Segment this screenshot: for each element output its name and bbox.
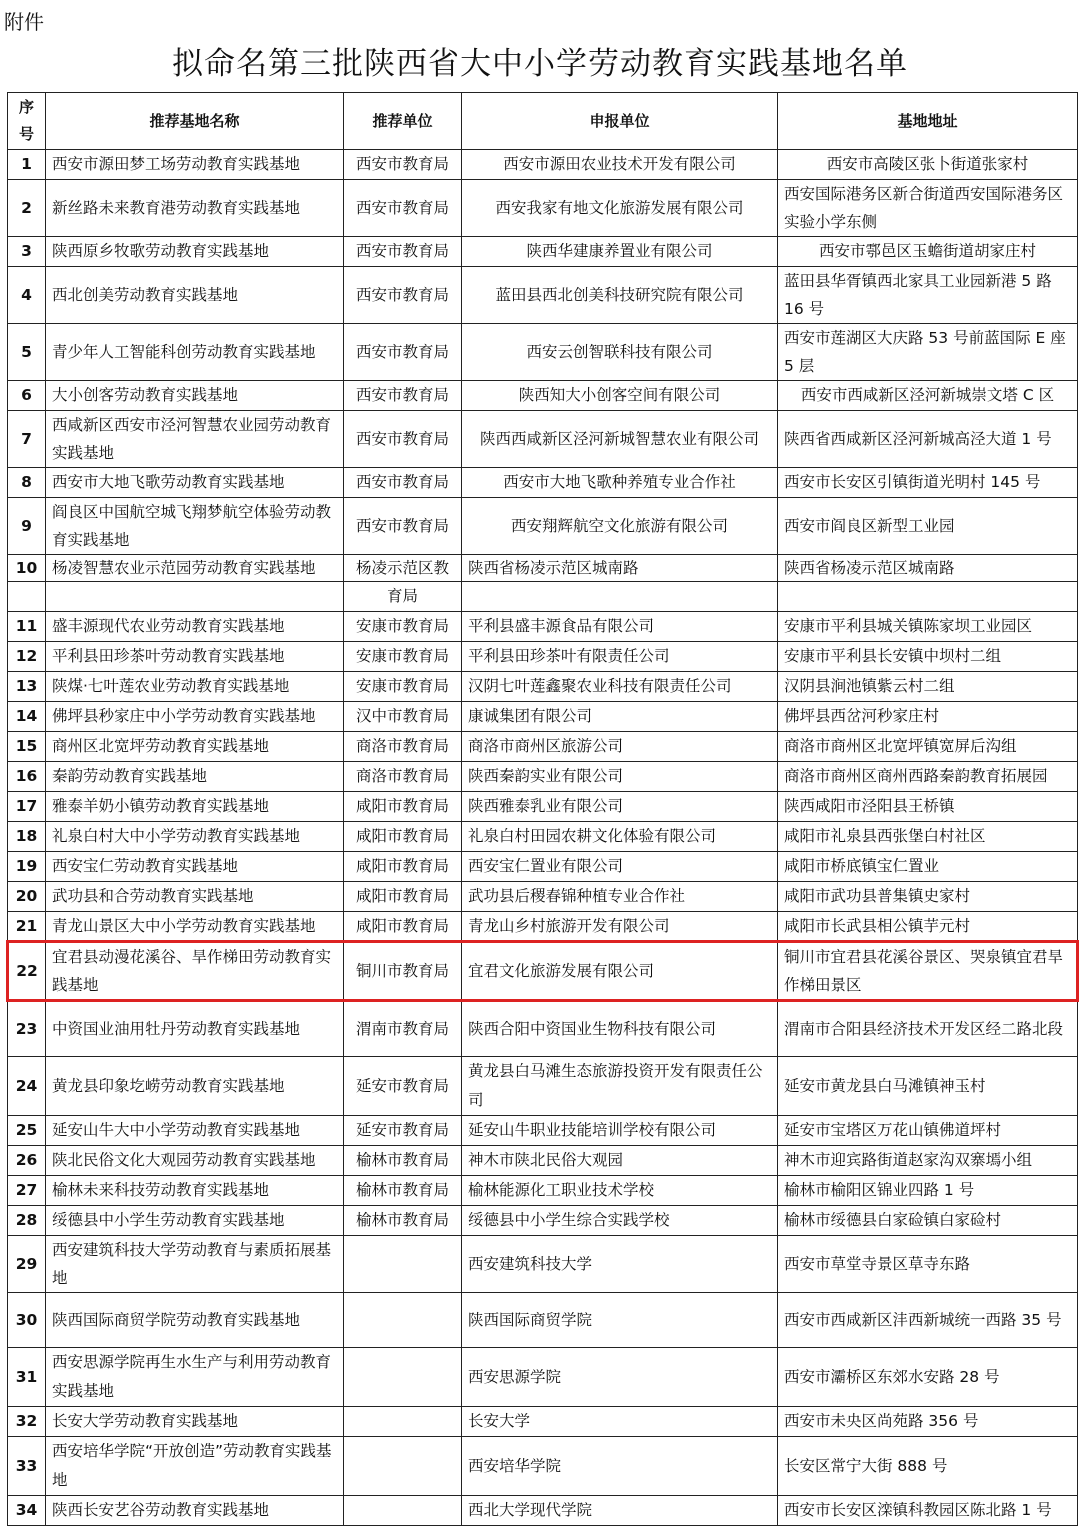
- cell-num: 30: [8, 1293, 46, 1348]
- cell-base-name: 西咸新区西安市泾河智慧农业园劳动教育实践基地: [46, 411, 344, 468]
- cell-num: 25: [8, 1116, 46, 1146]
- cell-base-name: 雅泰羊奶小镇劳动教育实践基地: [46, 792, 344, 822]
- cell-recommender: 西安市教育局: [344, 267, 462, 324]
- base-list-table: [6, 92, 1079, 1526]
- cell-recommender: 西安市教育局: [344, 324, 462, 381]
- cell-recommender: 咸阳市教育局: [344, 792, 462, 822]
- cell-address: 铜川市宜君县花溪谷景区、哭泉镇宜君旱作梯田景区: [778, 942, 1078, 1001]
- cell-applicant: 西安翔辉航空文化旅游有限公司: [462, 498, 778, 555]
- cell-address: 西安市长安区滦镇科教园区陈北路 1 号: [778, 1496, 1078, 1526]
- cell-address: 佛坪县西岔河秒家庄村: [778, 702, 1078, 732]
- cell-recommender: 咸阳市教育局: [344, 882, 462, 912]
- cell-recommender: 安康市教育局: [344, 612, 462, 642]
- cell-applicant: 陕西合阳中资国业生物科技有限公司: [462, 1001, 778, 1057]
- cell-recommender: 延安市教育局: [344, 1116, 462, 1146]
- cell-base-name: 杨凌智慧农业示范园劳动教育实践基地: [46, 555, 344, 582]
- cell-recommender: 西安市教育局: [344, 381, 462, 411]
- cell-recommender: 育局: [344, 582, 462, 612]
- cell-applicant: 陕西雅泰乳业有限公司: [462, 792, 778, 822]
- table-row: [8, 1437, 1078, 1496]
- cell-num: 4: [8, 267, 46, 324]
- cell-num: 34: [8, 1496, 46, 1526]
- header-name: 推荐基地名称: [46, 93, 344, 150]
- cell-address: 咸阳市长武县相公镇芋元村: [778, 912, 1078, 942]
- cell-base-name: 西安市源田梦工场劳动教育实践基地: [46, 150, 344, 180]
- cell-base-name: 西安培华学院“开放创造”劳动教育实践基地: [46, 1437, 344, 1496]
- cell-base-name: 平利县田珍茶叶劳动教育实践基地: [46, 642, 344, 672]
- table-row: [8, 1293, 1078, 1348]
- cell-recommender: 西安市教育局: [344, 498, 462, 555]
- cell-base-name: 延安山牛大中小学劳动教育实践基地: [46, 1116, 344, 1146]
- cell-recommender: 榆林市教育局: [344, 1206, 462, 1236]
- header-address: 基地地址: [778, 93, 1078, 150]
- cell-num: 16: [8, 762, 46, 792]
- cell-num: 13: [8, 672, 46, 702]
- cell-recommender: [344, 1236, 462, 1293]
- cell-recommender: [344, 1293, 462, 1348]
- table-row: [8, 612, 1078, 642]
- table-row: [8, 882, 1078, 912]
- cell-base-name: 盛丰源现代农业劳动教育实践基地: [46, 612, 344, 642]
- cell-num: 19: [8, 852, 46, 882]
- table-row: [8, 702, 1078, 732]
- cell-applicant: 商洛市商州区旅游公司: [462, 732, 778, 762]
- cell-address: 安康市平利县长安镇中坝村二组: [778, 642, 1078, 672]
- cell-recommender: 西安市教育局: [344, 150, 462, 180]
- cell-num: [8, 582, 46, 612]
- cell-address: 商洛市商州区北宽坪镇宽屏后沟组: [778, 732, 1078, 762]
- cell-num: 33: [8, 1437, 46, 1496]
- table-row: [8, 582, 1078, 612]
- cell-address: 西安市西咸新区泾河新城崇文塔 C 区: [778, 381, 1078, 411]
- header-applicant: 申报单位: [462, 93, 778, 150]
- table-row: [8, 237, 1078, 267]
- cell-address: 安康市平利县城关镇陈家坝工业园区: [778, 612, 1078, 642]
- cell-base-name: 阎良区中国航空城飞翔梦航空体验劳动教育实践基地: [46, 498, 344, 555]
- cell-recommender: 西安市教育局: [344, 237, 462, 267]
- cell-recommender: 渭南市教育局: [344, 1001, 462, 1057]
- cell-address: 西安市高陵区张卜街道张家村: [778, 150, 1078, 180]
- table-row: [8, 468, 1078, 498]
- header-num: 序号: [8, 93, 46, 150]
- cell-base-name: 宜君县动漫花溪谷、旱作梯田劳动教育实践基地: [46, 942, 344, 1001]
- cell-num: 27: [8, 1176, 46, 1206]
- cell-applicant: 陕西省杨凌示范区城南路: [462, 555, 778, 582]
- cell-base-name: 秦韵劳动教育实践基地: [46, 762, 344, 792]
- cell-num: 8: [8, 468, 46, 498]
- cell-recommender: [344, 1496, 462, 1526]
- cell-num: 20: [8, 882, 46, 912]
- cell-recommender: 咸阳市教育局: [344, 822, 462, 852]
- table-row: [8, 381, 1078, 411]
- table-header-row: [8, 93, 1078, 150]
- cell-num: 31: [8, 1348, 46, 1407]
- cell-base-name: 绥德县中小学生劳动教育实践基地: [46, 1206, 344, 1236]
- cell-base-name: 大小创客劳动教育实践基地: [46, 381, 344, 411]
- cell-applicant: 平利县田珍茶叶有限责任公司: [462, 642, 778, 672]
- table-row: [8, 732, 1078, 762]
- cell-base-name: 榆林未来科技劳动教育实践基地: [46, 1176, 344, 1206]
- cell-address: 渭南市合阳县经济技术开发区经二路北段: [778, 1001, 1078, 1057]
- table-row: [8, 1057, 1078, 1116]
- cell-base-name: 西安思源学院再生水生产与利用劳动教育实践基地: [46, 1348, 344, 1407]
- cell-applicant: 陕西知大小创客空间有限公司: [462, 381, 778, 411]
- cell-address: 西安市鄠邑区玉蟾街道胡家庄村: [778, 237, 1078, 267]
- table-row: [8, 1348, 1078, 1407]
- cell-applicant: 康诚集团有限公司: [462, 702, 778, 732]
- cell-recommender: [344, 1437, 462, 1496]
- cell-applicant: 汉阴七叶莲鑫聚农业科技有限责任公司: [462, 672, 778, 702]
- cell-address: 西安国际港务区新合街道西安国际港务区实验小学东侧: [778, 180, 1078, 237]
- table-row: [8, 324, 1078, 381]
- cell-num: 17: [8, 792, 46, 822]
- cell-address: 长安区常宁大街 888 号: [778, 1437, 1078, 1496]
- cell-base-name: 礼泉白村大中小学劳动教育实践基地: [46, 822, 344, 852]
- cell-base-name: 陕西长安艺谷劳动教育实践基地: [46, 1496, 344, 1526]
- cell-base-name: 陕北民俗文化大观园劳动教育实践基地: [46, 1146, 344, 1176]
- cell-applicant: 延安山牛职业技能培训学校有限公司: [462, 1116, 778, 1146]
- cell-recommender: 商洛市教育局: [344, 732, 462, 762]
- cell-recommender: 咸阳市教育局: [344, 912, 462, 942]
- cell-address: 西安市阎良区新型工业园: [778, 498, 1078, 555]
- cell-num: 9: [8, 498, 46, 555]
- cell-address: 神木市迎宾路街道赵家沟双寨墕小组: [778, 1146, 1078, 1176]
- cell-base-name: 商州区北宽坪劳动教育实践基地: [46, 732, 344, 762]
- table-row: [8, 852, 1078, 882]
- cell-recommender: 安康市教育局: [344, 642, 462, 672]
- cell-applicant: 黄龙县白马滩生态旅游投资开发有限责任公司: [462, 1057, 778, 1116]
- table-row: [8, 1407, 1078, 1437]
- cell-applicant: [462, 582, 778, 612]
- cell-base-name: 武功县和合劳动教育实践基地: [46, 882, 344, 912]
- table-row: [8, 822, 1078, 852]
- cell-address: 榆林市榆阳区锦业四路 1 号: [778, 1176, 1078, 1206]
- cell-num: 7: [8, 411, 46, 468]
- cell-applicant: 礼泉白村田园农耕文化体验有限公司: [462, 822, 778, 852]
- cell-base-name: 陕西国际商贸学院劳动教育实践基地: [46, 1293, 344, 1348]
- cell-recommender: 商洛市教育局: [344, 762, 462, 792]
- table-row: [8, 1001, 1078, 1057]
- cell-base-name: 中资国业油用牡丹劳动教育实践基地: [46, 1001, 344, 1057]
- cell-recommender: 汉中市教育局: [344, 702, 462, 732]
- cell-num: 2: [8, 180, 46, 237]
- cell-address: 榆林市绥德县白家硷镇白家硷村: [778, 1206, 1078, 1236]
- table-row: [8, 942, 1078, 1001]
- cell-recommender: [344, 1407, 462, 1437]
- cell-recommender: 西安市教育局: [344, 180, 462, 237]
- cell-address: 咸阳市武功县普集镇史家村: [778, 882, 1078, 912]
- cell-applicant: 西安思源学院: [462, 1348, 778, 1407]
- cell-base-name: 西北创美劳动教育实践基地: [46, 267, 344, 324]
- cell-address: 汉阴县涧池镇紫云村二组: [778, 672, 1078, 702]
- cell-num: 18: [8, 822, 46, 852]
- attachment-label: 附件: [4, 10, 44, 34]
- table-row: [8, 1176, 1078, 1206]
- cell-base-name: [46, 582, 344, 612]
- cell-base-name: 新丝路未来教育港劳动教育实践基地: [46, 180, 344, 237]
- cell-applicant: 西安培华学院: [462, 1437, 778, 1496]
- table-row: [8, 642, 1078, 672]
- table-row: [8, 762, 1078, 792]
- cell-recommender: 西安市教育局: [344, 468, 462, 498]
- cell-base-name: 黄龙县印象圪崂劳动教育实践基地: [46, 1057, 344, 1116]
- cell-applicant: 神木市陕北民俗大观园: [462, 1146, 778, 1176]
- cell-num: 22: [8, 942, 46, 1001]
- cell-num: 15: [8, 732, 46, 762]
- cell-address: 陕西省西咸新区泾河新城高泾大道 1 号: [778, 411, 1078, 468]
- cell-base-name: 长安大学劳动教育实践基地: [46, 1407, 344, 1437]
- cell-num: 29: [8, 1236, 46, 1293]
- cell-num: 26: [8, 1146, 46, 1176]
- table-row: [8, 1206, 1078, 1236]
- cell-applicant: 西安云创智联科技有限公司: [462, 324, 778, 381]
- cell-base-name: 西安建筑科技大学劳动教育与素质拓展基地: [46, 1236, 344, 1293]
- cell-applicant: 绥德县中小学生综合实践学校: [462, 1206, 778, 1236]
- cell-num: 23: [8, 1001, 46, 1057]
- cell-base-name: 陕西原乡牧歌劳动教育实践基地: [46, 237, 344, 267]
- cell-num: 5: [8, 324, 46, 381]
- cell-num: 12: [8, 642, 46, 672]
- cell-num: 21: [8, 912, 46, 942]
- cell-applicant: 西安我家有地文化旅游发展有限公司: [462, 180, 778, 237]
- cell-address: 西安市未央区尚苑路 356 号: [778, 1407, 1078, 1437]
- cell-applicant: 武功县后稷春锦种植专业合作社: [462, 882, 778, 912]
- cell-address: 延安市黄龙县白马滩镇神玉村: [778, 1057, 1078, 1116]
- cell-applicant: 西北大学现代学院: [462, 1496, 778, 1526]
- cell-applicant: 长安大学: [462, 1407, 778, 1437]
- cell-address: 西安市西咸新区沣西新城统一西路 35 号: [778, 1293, 1078, 1348]
- cell-applicant: 陕西西咸新区泾河新城智慧农业有限公司: [462, 411, 778, 468]
- cell-address: 陕西省杨凌示范区城南路: [778, 555, 1078, 582]
- cell-base-name: 陕煤·七叶莲农业劳动教育实践基地: [46, 672, 344, 702]
- table-row: [8, 411, 1078, 468]
- cell-applicant: 榆林能源化工职业技术学校: [462, 1176, 778, 1206]
- cell-recommender: 咸阳市教育局: [344, 852, 462, 882]
- cell-recommender: 杨凌示范区教: [344, 555, 462, 582]
- cell-applicant: 陕西国际商贸学院: [462, 1293, 778, 1348]
- cell-address: 咸阳市桥底镇宝仁置业: [778, 852, 1078, 882]
- cell-address: 西安市长安区引镇街道光明村 145 号: [778, 468, 1078, 498]
- cell-applicant: 陕西华建康养置业有限公司: [462, 237, 778, 267]
- cell-num: 11: [8, 612, 46, 642]
- table-row: [8, 555, 1078, 582]
- header-recommender: 推荐单位: [344, 93, 462, 150]
- cell-applicant: 西安宝仁置业有限公司: [462, 852, 778, 882]
- cell-num: 24: [8, 1057, 46, 1116]
- table-row: [8, 180, 1078, 237]
- cell-applicant: 蓝田县西北创美科技研究院有限公司: [462, 267, 778, 324]
- table-row: [8, 672, 1078, 702]
- cell-base-name: 青龙山景区大中小学劳动教育实践基地: [46, 912, 344, 942]
- cell-address: 商洛市商州区商州西路秦韵教育拓展园: [778, 762, 1078, 792]
- cell-address: 咸阳市礼泉县西张堡白村社区: [778, 822, 1078, 852]
- cell-recommender: 榆林市教育局: [344, 1146, 462, 1176]
- cell-applicant: 西安建筑科技大学: [462, 1236, 778, 1293]
- cell-applicant: 青龙山乡村旅游开发有限公司: [462, 912, 778, 942]
- cell-base-name: 西安宝仁劳动教育实践基地: [46, 852, 344, 882]
- cell-recommender: 安康市教育局: [344, 672, 462, 702]
- cell-num: 3: [8, 237, 46, 267]
- table-row: [8, 1496, 1078, 1526]
- cell-num: 14: [8, 702, 46, 732]
- cell-address: 延安市宝塔区万花山镇佛道坪村: [778, 1116, 1078, 1146]
- cell-address: [778, 582, 1078, 612]
- table-row: [8, 1146, 1078, 1176]
- table-row: [8, 912, 1078, 942]
- cell-applicant: 平利县盛丰源食品有限公司: [462, 612, 778, 642]
- cell-applicant: 西安市大地飞歌种养殖专业合作社: [462, 468, 778, 498]
- cell-recommender: 铜川市教育局: [344, 942, 462, 1001]
- cell-address: 西安市灞桥区东郊水安路 28 号: [778, 1348, 1078, 1407]
- cell-base-name: 佛坪县秒家庄中小学劳动教育实践基地: [46, 702, 344, 732]
- page-title: 拟命名第三批陕西省大中小学劳动教育实践基地名单: [172, 46, 908, 82]
- cell-address: 西安市草堂寺景区草寺东路: [778, 1236, 1078, 1293]
- table-body: [8, 150, 1078, 1526]
- cell-recommender: [344, 1348, 462, 1407]
- cell-num: 1: [8, 150, 46, 180]
- cell-base-name: 青少年人工智能科创劳动教育实践基地: [46, 324, 344, 381]
- cell-num: 6: [8, 381, 46, 411]
- cell-num: 10: [8, 555, 46, 582]
- cell-base-name: 西安市大地飞歌劳动教育实践基地: [46, 468, 344, 498]
- table-row: [8, 150, 1078, 180]
- table-row: [8, 1116, 1078, 1146]
- cell-recommender: 延安市教育局: [344, 1057, 462, 1116]
- cell-num: 32: [8, 1407, 46, 1437]
- cell-num: 28: [8, 1206, 46, 1236]
- cell-applicant: 宜君文化旅游发展有限公司: [462, 942, 778, 1001]
- table-row: [8, 498, 1078, 555]
- cell-applicant: 陕西秦韵实业有限公司: [462, 762, 778, 792]
- table-row: [8, 792, 1078, 822]
- table-row: [8, 267, 1078, 324]
- cell-address: 陕西咸阳市泾阳县王桥镇: [778, 792, 1078, 822]
- cell-address: 西安市莲湖区大庆路 53 号前蓝国际 E 座 5 层: [778, 324, 1078, 381]
- table-row: [8, 1236, 1078, 1293]
- cell-recommender: 榆林市教育局: [344, 1176, 462, 1206]
- cell-applicant: 西安市源田农业技术开发有限公司: [462, 150, 778, 180]
- cell-recommender: 西安市教育局: [344, 411, 462, 468]
- cell-address: 蓝田县华胥镇西北家具工业园新港 5 路 16 号: [778, 267, 1078, 324]
